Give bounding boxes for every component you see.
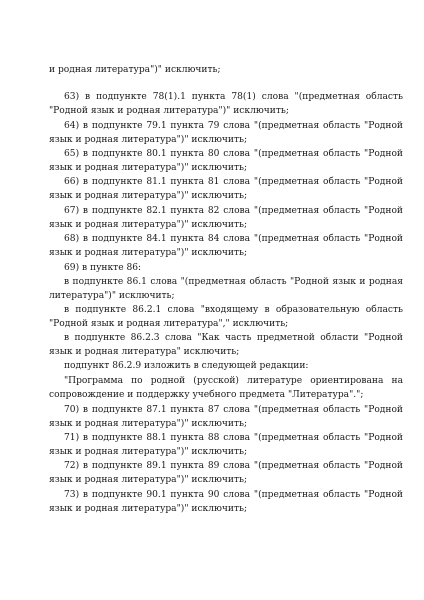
paragraph-subitem-86-1: в подпункте 86.1 слова "(предметная область "Родной язык и родная литература")" исключить; bbox=[49, 277, 403, 301]
paragraph-item-73: 73) в подпункте 90.1 пункта 90 слова "(предметная область "Родной язык и родная литература")" исключить; bbox=[49, 490, 403, 514]
paragraph-subitem-86-2-3: в подпункте 86.2.3 слова "Как часть предметной области "Родной язык и родная литература" исключить; bbox=[49, 333, 403, 357]
paragraph-item-65: 65) в подпункте 80.1 пункта 80 слова "(предметная область "Родной язык и родная литература")" исключить; bbox=[49, 149, 403, 173]
paragraph-item-69: 69) в пункте 86: bbox=[64, 263, 142, 273]
paragraph-quote: "Программа по родной (русской) литературе ориентирована на сопровождение и поддержку учебного предмета "Литература"."; bbox=[49, 376, 403, 400]
paragraph-continuation: и родная литература")" исключить; bbox=[49, 65, 221, 75]
paragraph-item-63: 63) в подпункте 78(1).1 пункта 78(1) слова "(предметная область "Родной язык и родная литература")" исключить; bbox=[49, 92, 403, 116]
paragraph-item-64: 64) в подпункте 79.1 пункта 79 слова "(предметная область "Родной язык и родная литература")" исключить; bbox=[49, 121, 403, 145]
paragraph-item-68: 68) в подпункте 84.1 пункта 84 слова "(предметная область "Родной язык и родная литература")" исключить; bbox=[49, 234, 403, 258]
paragraph-subitem-86-2-1: в подпункте 86.2.1 слова "входящему в образовательную область "Родной язык и родная литература"," исключить; bbox=[49, 305, 403, 329]
paragraph-item-72: 72) в подпункте 89.1 пункта 89 слова "(предметная область "Родной язык и родная литература")" исключить; bbox=[49, 461, 403, 485]
paragraph-item-71: 71) в подпункте 88.1 пункта 88 слова "(предметная область "Родной язык и родная литература")" исключить; bbox=[49, 433, 403, 457]
paragraph-item-66: 66) в подпункте 81.1 пункта 81 слова "(предметная область "Родной язык и родная литература")" исключить; bbox=[49, 177, 403, 201]
paragraph-item-70: 70) в подпункте 87.1 пункта 87 слова "(предметная область "Родной язык и родная литература")" исключить; bbox=[49, 405, 403, 429]
paragraph-subitem-86-2-9: подпункт 86.2.9 изложить в следующей редакции: bbox=[64, 361, 309, 371]
paragraph-item-67: 67) в подпункте 82.1 пункта 82 слова "(предметная область "Родной язык и родная литература")" исключить; bbox=[49, 206, 403, 230]
